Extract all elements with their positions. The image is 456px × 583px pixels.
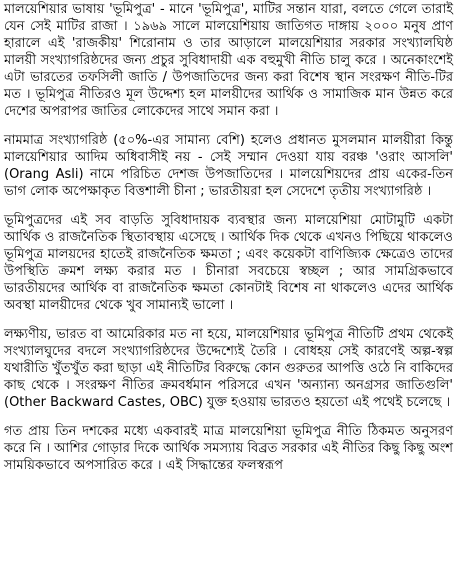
paragraph-bhumiputra-definition: মালয়েশিয়ার ভাষায় 'ভূমিপুত্র' - মানে 'ভূমিপুত্র', মাটির সন্তান যারা, বলতে গেলে তারাই যেন সেই মাটির রাজা । ১৯৬৯ সালে মালয়েশিয়ায় জাতিগত দাঙ্গায় ২০০০ মনুষ প্রাণ হারালে এই 'রাজকীয়' শিরোনাম ও তার আড়ালে মালয়েশিয়ার সরকার সংখ্যালঘিষ্ঠ মালয়ী সংখ্যাগরিষ্ঠদের জন্য প্রচুর সুবিধাদায়ী এক বহুমুখী নীতি চালু করে । অনেকাংশেই এটা ভারতের তফসিলী জাতি / উপজাতিদের জন্য করা বিশেষ স্থান সংরক্ষণ নীতি-টির মত । ভূমিপুত্র নীতিরও মূল উদ্দেশ্য হল মালয়ীদের আর্থিক ও সামাজিক মান উন্নত করে দেশের অপরাপর জাতির লোকেদের সাথে সমান করা । bbox=[4, 2, 453, 119]
paragraph-majority-policy: লক্ষ্যণীয়, ভারত বা আমেরিকার মত না হয়ে, মালয়েশিয়ার ভূমিপুত্র নীতিটি প্রথম থেকেই সংখ্যালঘুদের বদলে সংখ্যাগরিষ্ঠদের উদ্দেশ্যেই তৈরি । বোধহয় সেই কারণেই অল্প-স্বল্প যথারীতি খুঁতখুঁত করা ছাড়া এই নীতিটির বিরুদ্ধে কোন গুরুতর আপত্তি ওঠে নি বাকিদের কাছ থেকে । সংরক্ষণ নীতির ক্রমবর্ধমান পরিসরে এখন 'অন্যান্য অনগ্রসর জাতিগুলি' (Other Backward Castes, OBC) যুক্ত হওয়ায় ভারতও হয়তো এই পথেই চলেছে । bbox=[4, 327, 453, 410]
paragraph-population-composition: নামমাত্র সংখ্যাগরিষ্ঠ (৫০%-এর সামান্য বেশি) হলেও প্রধানত মুসলমান মালয়ীরা কিন্তু মালয়েশিয়ার আদিম অধিবাসীই নয় - সেই সম্মান দেওয়া যায় বরঞ্চ 'ওরাং আসলি' (Orang Asli) নামে পরিচিত দেশজ উপজাতিদের । মালয়েশিয়দের প্রায় একের-তিন ভাগ লোক অপেক্ষাকৃত বিত্তশালী চীনা ; ভারতীয়রা হল সেদেশে তৃতীয় সংখ্যাগরিষ্ঠ । bbox=[4, 133, 453, 199]
paragraph-policy-history: গত প্রায় তিন দশকের মধ্যে একবারই মাত্র মালয়েশিয়া ভূমিপুত্র নীতি ঠিকমত অনুসরণ করে নি । আশির গোড়ার দিকে আর্থিক সমস্যায় বিব্রত সরকার এই নীতির কিছু কিছু অংশ সাময়িকভাবে অপসারিত করে । এই সিদ্ধান্তের ফলস্বরূপ bbox=[4, 424, 453, 473]
paragraph-economic-stability: ভূমিপুত্রদের এই সব বাড়তি সুবিধাদায়ক ব্যবস্থার জন্য মালয়েশিয়া মোটামুটি একটা আর্থিক ও রাজনৈতিক স্থিতাবস্থায় এসেছে । আর্থিক দিক থেকে এখনও পিছিয়ে থাকলেও ভূমিপুত্র মালয়দের হাতেই রাজনৈতিক ক্ষমতা ; এবং কয়েকটা বাণিজ্যিক ক্ষেত্রেও তাদের উপস্থিতি ক্রমশ লক্ষ্য করার মত । চীনারা সবচেয়ে স্বচ্ছল ; আর সামগ্রিকভাবে ভারতীয়দের আর্থিক বা রাজনৈতিক ক্ষমতা কোনটাই বিশেষ না থাকলেও এদের আর্থিক অবস্থা মালয়ীদের থেকে খুব সামান্যই ভালো । bbox=[4, 213, 453, 313]
